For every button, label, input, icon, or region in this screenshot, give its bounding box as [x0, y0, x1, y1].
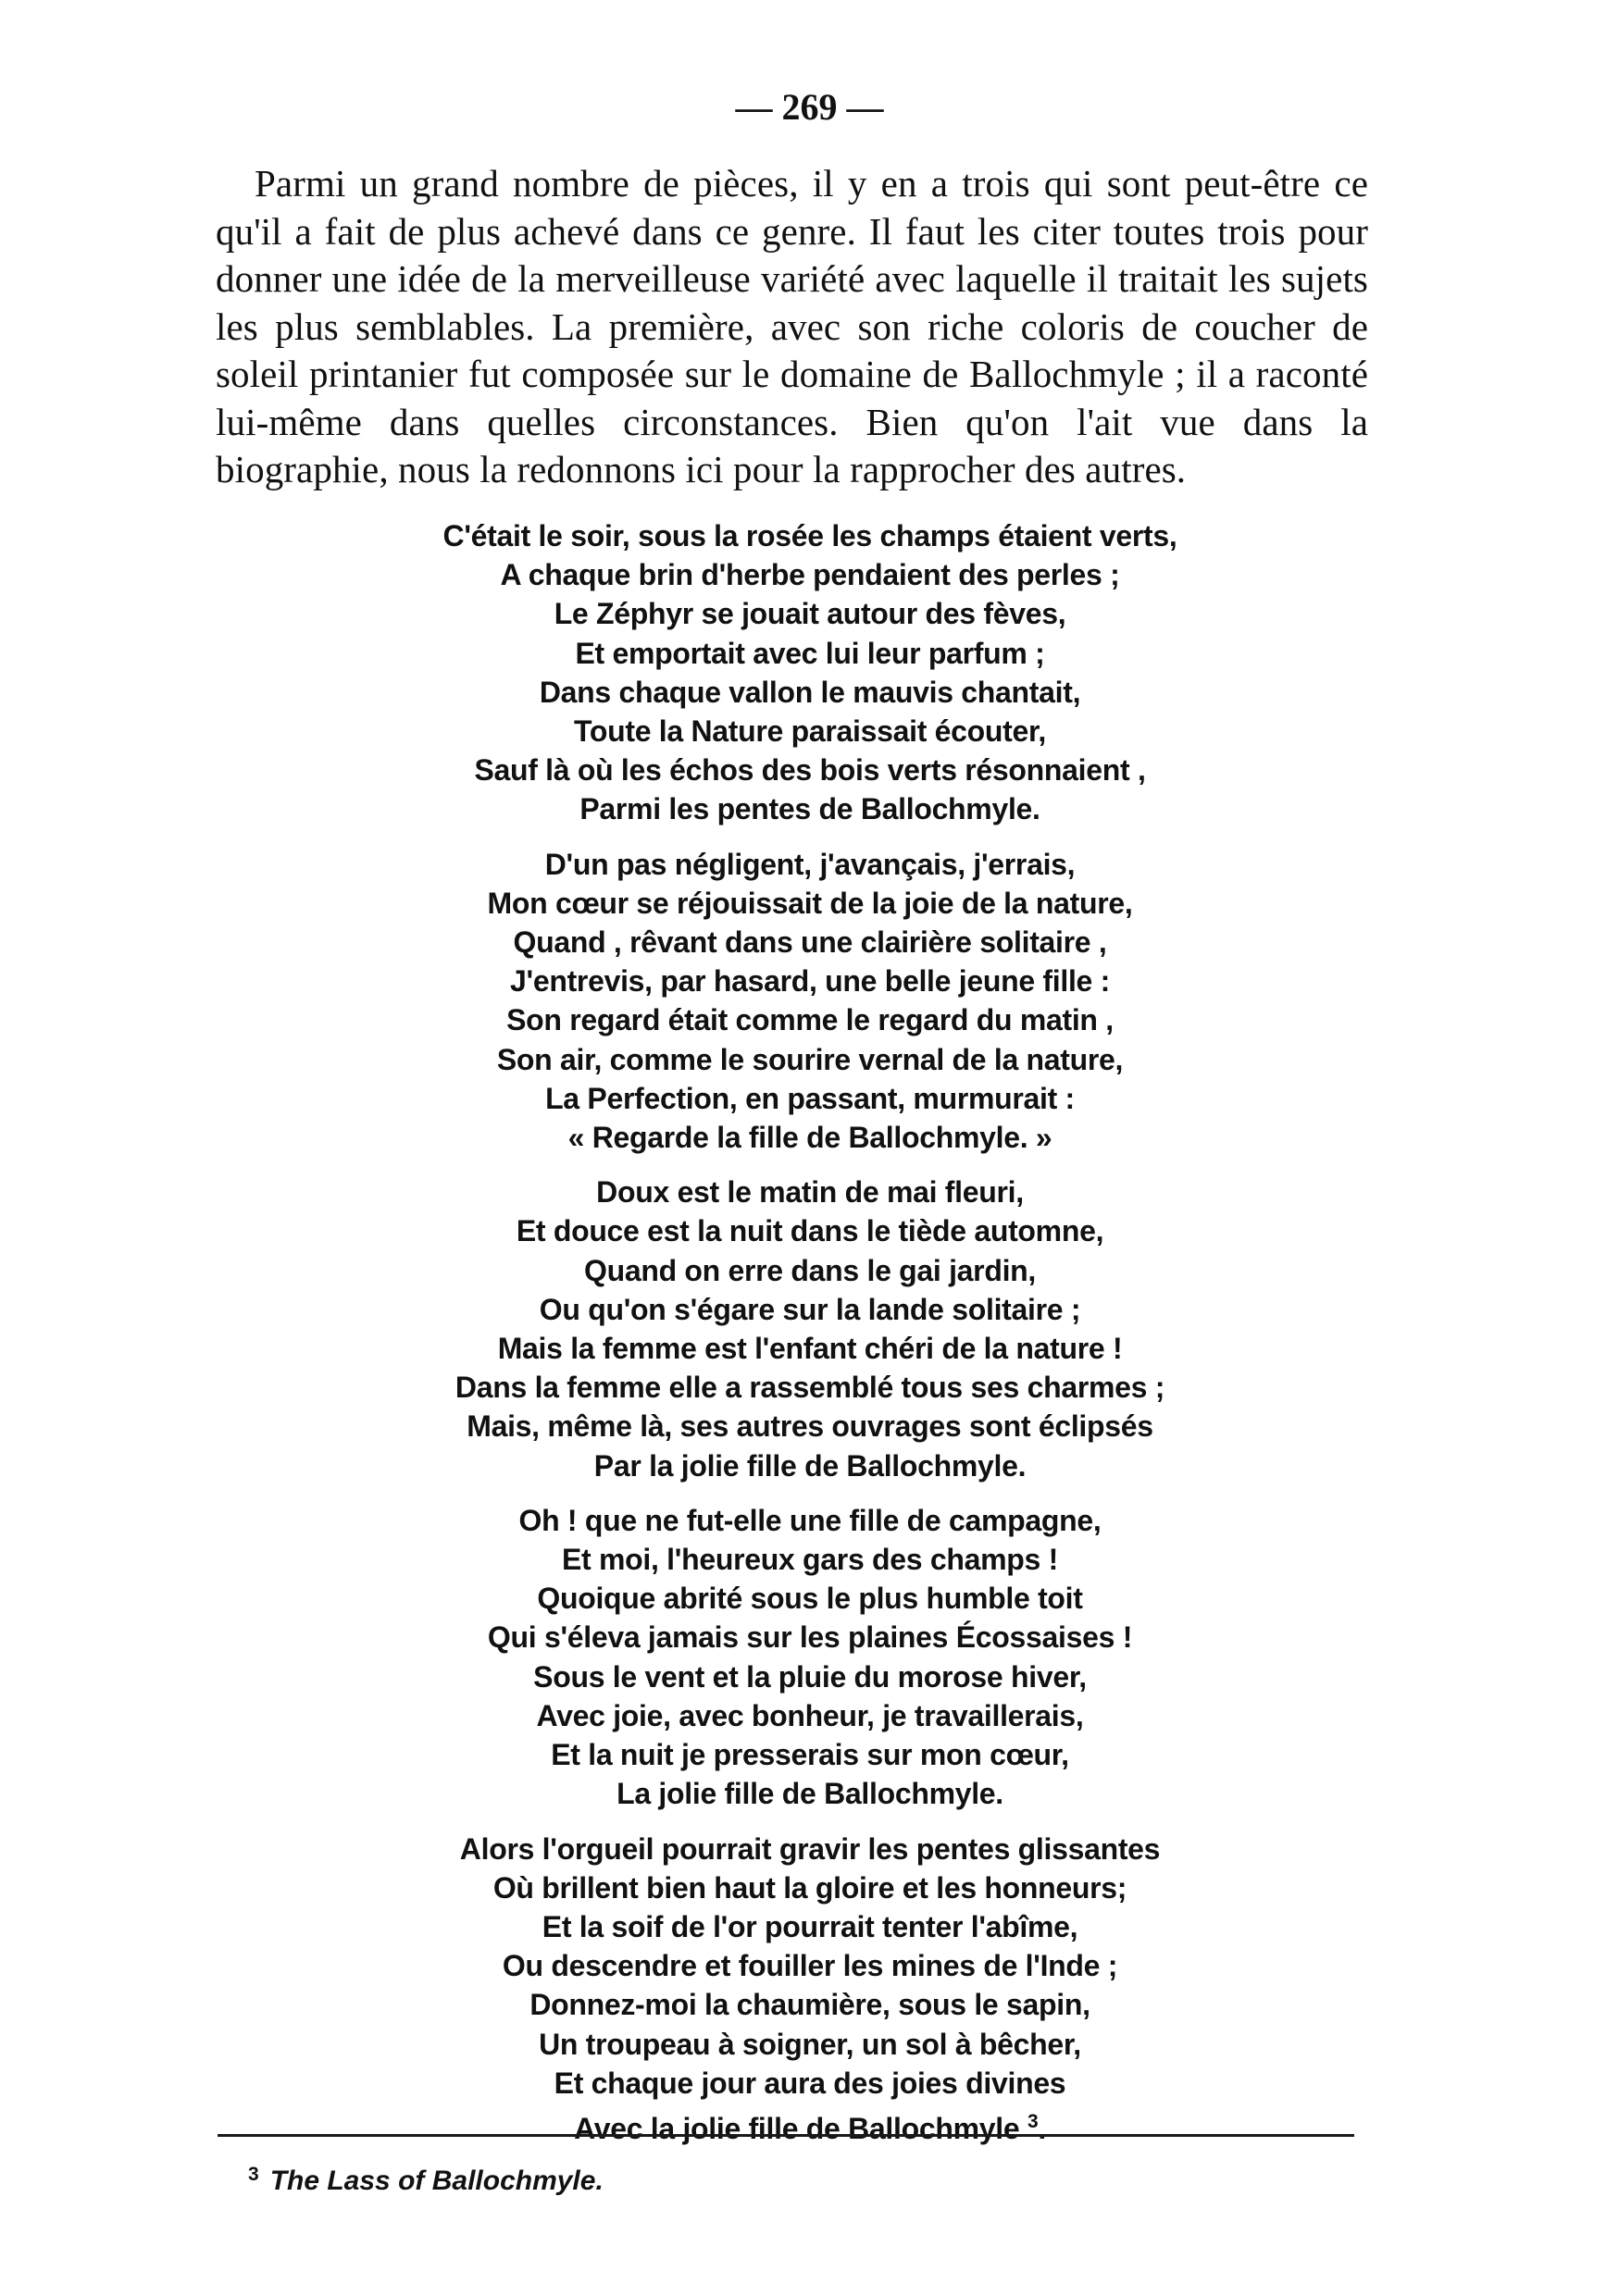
poem-line: Ou descendre et fouiller les mines de l'Inde ;: [502, 1949, 1118, 1983]
poem-line: Mais, même là, ses autres ouvrages sont éclipsés: [467, 1409, 1153, 1444]
poem-line: Par la jolie fille de Ballochmyle.: [593, 1448, 1027, 1483]
poem-stanza-2: [278, 845, 1342, 1158]
poem-line: La jolie fille de Ballochmyle.: [616, 1777, 1003, 1811]
poem-line: Oh ! que ne fut-elle une fille de campagne,: [518, 1503, 1102, 1537]
poem-line: Avec joie, avec bonheur, je travaillerais,: [536, 1698, 1084, 1732]
poem-line: Donnez-moi la chaumière, sous le sapin,: [529, 1988, 1090, 2022]
poem-line: Parmi les pentes de Ballochmyle.: [579, 792, 1040, 826]
poem-line: Sous le vent et la pluie du morose hiver,: [533, 1659, 1087, 1694]
poem-line: Où brillent bien haut la gloire et les honneurs;: [492, 1870, 1127, 1905]
poem-line: Et la nuit je presserais sur mon cœur,: [551, 1738, 1069, 1772]
footnote-divider: [218, 2134, 1354, 2137]
poem-line: Mais la femme est l'enfant chéri de la nature !: [497, 1332, 1123, 1366]
poem-stanza-4: [278, 1501, 1342, 1814]
poem-line-last: [278, 2103, 1342, 2148]
poem-line: Dans la femme elle a rassemblé tous ses charmes ;: [455, 1371, 1165, 1405]
poem-stanza-3: [278, 1173, 1342, 1485]
poem-line: Sauf là où les échos des bois verts résonnaient ,: [474, 753, 1146, 788]
poem-line: Ou qu'on s'égare sur la lande solitaire ;: [539, 1292, 1081, 1326]
poem-line: Toute la Nature paraissait écouter,: [574, 714, 1046, 749]
poem-line: Alors l'orgueil pourrait gravir les pentes glissantes: [459, 1831, 1161, 1866]
poem-line: Quand , rêvant dans une clairière solitaire ,: [513, 925, 1107, 960]
poem-line: A chaque brin d'herbe pendaient des perles ;: [500, 558, 1120, 592]
footnote: [248, 2156, 604, 2200]
poem-line: Et douce est la nuit dans le tiède automne,: [516, 1214, 1104, 1248]
footnote-mark: 3: [248, 2164, 259, 2185]
poem-line: Et la soif de l'or pourrait tenter l'abîme,: [542, 1909, 1078, 1943]
poem-line: Le Zéphyr se jouait autour des fèves,: [554, 597, 1066, 631]
poem-line: Qui s'éleva jamais sur les plaines Écossaises !: [487, 1620, 1133, 1655]
poem-line-text: Avec la jolie fille de Ballochmyle: [574, 2111, 1020, 2145]
poem-line-end: .: [1038, 2111, 1046, 2145]
poem-line: Et emportait avec lui leur parfum ;: [575, 636, 1045, 670]
poem-line: Quoique abrité sous le plus humble toit: [537, 1582, 1083, 1616]
poem-line: Dans chaque vallon le mauvis chantait,: [539, 675, 1081, 709]
poem-line: Son air, comme le sourire vernal de la nature,: [496, 1042, 1124, 1076]
poem-line: Un troupeau à soigner, un sol à bêcher,: [539, 2027, 1081, 2061]
page-number: — 269 —: [735, 86, 884, 128]
poem-line: Et chaque jour aura des joies divines: [554, 2066, 1066, 2100]
poem-line: Son regard était comme le regard du matin ,: [506, 1003, 1114, 1037]
intro-paragraph: Parmi un grand nombre de pièces, il y en a trois qui sont peut-être ce qu'il a fait de plus achevé dans ce genre. Il faut les citer toutes trois pour donner une idée de la merveilleuse variété avec laquelle il traitait les sujets les plus semblables. La première, avec son riche coloris de coucher de soleil printanier fut composée sur le domaine de Ballochmyle ; il a raconté lui-même dans quelles circonstances. Bien qu'on l'ait vue dans la biographie, nous la redonnons ici pour la rapprocher des autres.: [216, 162, 1368, 490]
poem-stanza-5: [278, 1830, 1342, 2149]
poem-line: Et moi, l'heureux gars des champs !: [562, 1543, 1058, 1577]
footnote-text: The Lass of Ballochmyle.: [269, 2166, 604, 2196]
poem-stanza-1: [278, 516, 1342, 829]
poem-line: Mon cœur se réjouissait de la joie de la nature,: [487, 886, 1133, 920]
poem-line: Quand on erre dans le gai jardin,: [584, 1253, 1036, 1287]
poem-line: D'un pas négligent, j'avançais, j'errais,: [544, 847, 1076, 881]
poem-line: C'était le soir, sous la rosée les champs étaient verts,: [442, 519, 1177, 552]
poem: [278, 516, 1342, 2164]
poem-line: J'entrevis, par hasard, une belle jeune fille :: [510, 964, 1110, 999]
poem-line: La Perfection, en passant, murmurait :: [545, 1081, 1075, 1115]
poem-line: Doux est le matin de mai fleuri,: [596, 1175, 1024, 1210]
poem-line: « Regarde la fille de Ballochmyle. »: [567, 1121, 1052, 1155]
footnote-reference[interactable]: 3: [1027, 2110, 1039, 2132]
